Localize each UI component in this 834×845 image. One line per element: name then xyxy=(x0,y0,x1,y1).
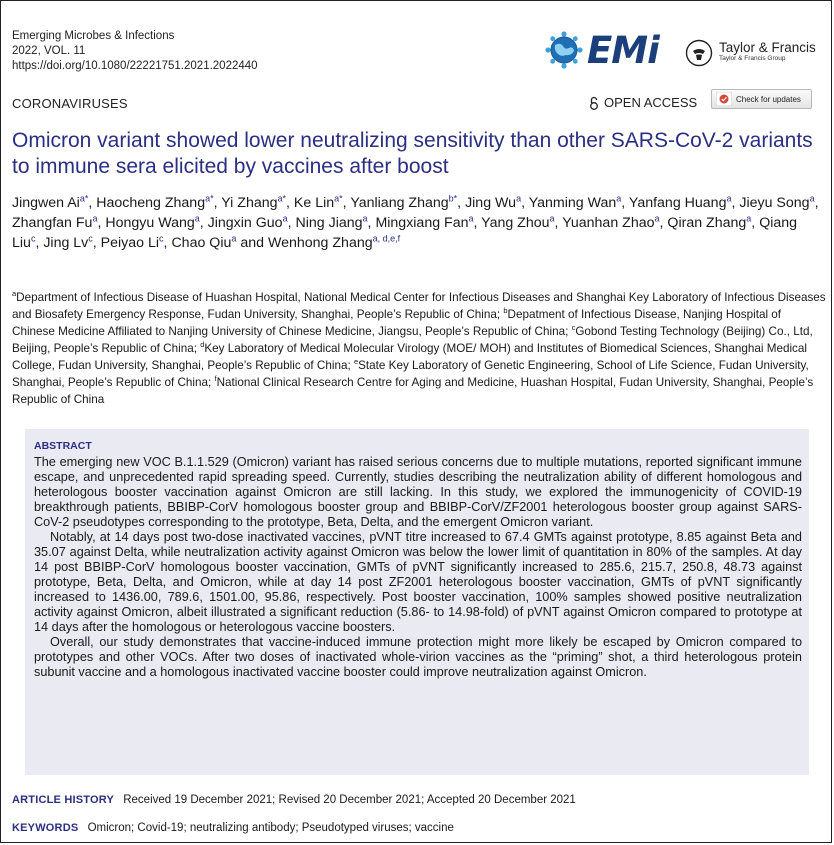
journal-volume: 2022, VOL. 11 xyxy=(12,45,86,57)
author-affiliation-mark: a xyxy=(654,213,660,224)
affiliation-mark: d xyxy=(200,340,205,350)
abstract-paragraph: Notably, at 14 days post two-dose inactivated vaccines, pVNT titre increased to 67.4 GMTs against prototype, 8.85 against Beta and 35.07 against Delta, while neutralization activity against Omicron was below the lower limit of quantitation in 80% of the samples. At day 14 post BBIBP-CorV homologous booster vaccination, GMTs of pVNT significantly increased to 285.6, 215.7, 250.8, 48.73 against prototype, Beta, Delta, and Omicron, while at day 14 post ZF2001 heterologous booster vaccination, GMTs of pVNT significantly increased to 1436.00, 789.6, 1501.00, 95.86, respectively. Post booster vaccination, 100% samples showed positive neutralization activity against Omicron, albeit illustrated a significant reduction (5.86- to 14.98-fold) of pVNT against Omicron compared to prototype at 14 days after the homologous or heterologous vaccine boosters. xyxy=(34,530,802,634)
author[interactable] xyxy=(481,215,554,231)
author-name: Ke Lin xyxy=(293,195,335,211)
affiliation-text: State Key Laboratory of Genetic Engineering, School of Life Science, Fudan University, Shanghai, People’s Republic of China; xyxy=(12,359,809,389)
journal-info xyxy=(12,29,258,74)
publisher-name: Taylor & Francis xyxy=(719,40,816,55)
abstract-body xyxy=(34,455,802,680)
author[interactable] xyxy=(43,235,92,251)
affiliation-text: Key Laboratory of Medical Molecular Virology (MOE/ MOH) and Institutes of Biomedical Sciences, Shanghai Medical College, Fudan University, Shanghai, People’s Republic of China; xyxy=(12,342,807,372)
affiliation-text: Gobond Testing Technology (Beijing) Co., Ltd, Beijing, People’s Republic of China; xyxy=(12,325,813,355)
check-updates-icon xyxy=(716,92,732,106)
author-joiner: and xyxy=(240,235,265,251)
author[interactable] xyxy=(221,195,286,211)
author-name: Yanming Wan xyxy=(528,195,617,211)
author-affiliation-mark: a xyxy=(726,193,732,204)
author-name: Ning Jiang xyxy=(295,215,363,231)
keywords xyxy=(12,822,454,834)
author[interactable] xyxy=(629,195,732,211)
author-name: Yang Zhou xyxy=(481,215,550,231)
author-name: Yanfang Huang xyxy=(628,195,727,211)
author-affiliation-mark: a* xyxy=(277,193,287,204)
affiliation-mark: c xyxy=(571,323,576,333)
author-affiliation-mark: a* xyxy=(205,193,214,204)
virus-globe-icon xyxy=(545,31,583,69)
affiliation-mark: f xyxy=(214,374,217,384)
author-affiliation-mark: a* xyxy=(79,193,89,204)
author[interactable] xyxy=(350,195,457,211)
author-affiliation-mark: a xyxy=(809,193,815,204)
author[interactable] xyxy=(739,195,814,211)
author-name: Mingxiang Fan xyxy=(375,215,469,231)
emi-wordmark: EMi xyxy=(587,28,659,72)
author-affiliation-mark: a xyxy=(92,213,98,224)
author-affiliation-mark: a xyxy=(231,233,237,244)
author-name: Chao Qiu xyxy=(171,235,232,251)
author-affiliation-mark: a xyxy=(549,213,555,224)
article-title: Omicron variant showed lower neutralizing sensitivity than other SARS-CoV-2 variants to immune sera elicited by vaccines after boost xyxy=(12,129,813,178)
article-history xyxy=(12,794,576,806)
keywords-label: KEYWORDS xyxy=(12,822,79,834)
open-access-label: OPEN ACCESS xyxy=(604,95,698,110)
taylor-francis-icon xyxy=(685,39,713,67)
author[interactable] xyxy=(101,235,164,251)
author-name: Yi Zhang xyxy=(221,195,278,211)
abstract-paragraph: The emerging new VOC B.1.1.529 (Omicron) variant has raised serious concerns due to multiple mutations, reported significant immune escape, and unprecedented rapid spreading speed. Currently, studies describing the neutralization ability of different homologous and heterologous booster vaccination against Omicron are still lacking. In this study, we explored the immunogenicity of COVID-19 breakthrough patients, BBIBP-CorV homologous booster group and BBIBP-CorV/ZF2001 heterologous booster group against SARS-CoV-2 pseudotypes corresponding to the prototype, Beta, Delta, and the emergent Omicron variant. xyxy=(34,455,802,529)
affiliation-text: Depatment of Infectious Disease, Nanjing Hospital of Chinese Medicine Affiliated to Nanjing University of Chinese Medicine, Jiangsu, People’s Republic of China; xyxy=(12,308,782,338)
article-history-text: Received 19 December 2021; Revised 20 December 2021; Accepted 20 December 2021 xyxy=(123,794,576,806)
author-name: Peiyao Li xyxy=(100,235,160,251)
author-name: Jing Lv xyxy=(43,235,89,251)
author-affiliation-mark: a xyxy=(468,213,474,224)
affiliation-text: Department of Infectious Disease of Huashan Hospital, National Medical Center for Infectious Diseases and Shanghai Key Laboratory of Infectious Diseases and Biosafety Emergency Response, Fudan University, Shanghai, People’s Republic of China; xyxy=(12,291,826,321)
author[interactable] xyxy=(667,215,751,231)
publisher-subtitle: Taylor & Francis Group xyxy=(719,55,786,62)
check-for-updates-button[interactable] xyxy=(711,89,812,109)
author[interactable] xyxy=(171,235,236,251)
emi-logo xyxy=(545,30,659,70)
author-name: Jingxin Guo xyxy=(207,215,283,231)
author[interactable] xyxy=(96,195,213,211)
doi-link[interactable]: https://doi.org/10.1080/22221751.2021.2022440 xyxy=(12,60,258,72)
author-affiliation-mark: c xyxy=(30,233,36,244)
author-affiliation-mark: a* xyxy=(334,193,343,204)
author-name: Qiran Zhang xyxy=(667,215,747,231)
author-name: Jing Wu xyxy=(465,195,517,211)
publisher-logo xyxy=(685,39,816,67)
affiliation-mark: e xyxy=(353,357,359,367)
open-access-badge xyxy=(589,95,697,110)
author-affiliation-mark: a xyxy=(282,213,288,224)
author-affiliation-mark: a xyxy=(194,213,200,224)
author-affiliation-mark: c xyxy=(88,233,93,244)
author-name: Haocheng Zhang xyxy=(96,195,206,211)
author-affiliation-mark: a xyxy=(616,193,622,204)
journal-name: Emerging Microbes & Infections xyxy=(12,30,175,42)
author[interactable] xyxy=(529,195,622,211)
affiliation-text: National Clinical Research Centre for Aging and Medicine, Huashan Hospital, Fudan University, Shanghai, People’s Republic of China xyxy=(12,376,814,406)
author[interactable] xyxy=(295,215,367,231)
author-name: Yuanhan Zhao xyxy=(562,215,655,231)
author-name: Wenhong Zhang xyxy=(267,235,373,251)
keywords-text: Omicron; Covid-19; neutralizing antibody; Pseudotyped viruses; vaccine xyxy=(87,822,454,834)
abstract-paragraph: Overall, our study demonstrates that vaccine-induced immune protection might more likely be escaped by Omicron compared to prototypes and other VOCs. After two doses of inactivated whole-virion vaccines as the “priming” shot, a third heterologous protein subunit vaccine and a homologous inactivated vaccine booster could improve neutralization against Omicron. xyxy=(34,635,802,679)
affiliation-mark: b xyxy=(503,306,508,316)
abstract-box xyxy=(25,429,809,775)
author[interactable] xyxy=(294,195,343,211)
author[interactable] xyxy=(465,195,521,211)
author-affiliation-mark: a xyxy=(362,213,368,224)
author-name: Zhangfan Fu xyxy=(12,215,93,231)
author[interactable] xyxy=(562,215,659,231)
affiliations xyxy=(12,289,826,408)
author-name: Yanliang Zhang xyxy=(350,195,449,211)
open-lock-icon xyxy=(589,96,599,110)
author[interactable] xyxy=(268,235,400,251)
author-name: Hongyu Wang xyxy=(105,215,195,231)
author[interactable] xyxy=(375,215,473,231)
author-name: Jingwen Ai xyxy=(12,195,80,211)
author-affiliation-mark: a xyxy=(746,213,752,224)
check-for-updates-label: Check for updates xyxy=(736,94,801,104)
article-history-label: ARTICLE HISTORY xyxy=(12,794,115,806)
affiliation-mark: a xyxy=(12,289,17,299)
author-name: Qiang Liu xyxy=(12,215,798,251)
abstract-heading: ABSTRACT xyxy=(34,440,92,452)
author-affiliation-mark: a xyxy=(516,193,522,204)
section-label: CORONAVIRUSES xyxy=(12,96,128,111)
author-list: Jingwen $Ai^{a*}$, Haocheng Zhang$^{a*}$, Yi Zhang$^{a*}$, Ke Lin$^{a*}$, Yanliang Zhang$^{b*}$, Jing Wu$^a$, Yanming Wan$^a$, Yanfang Huang$^a$, Jieyu Song$^a$, Zhangfan Fu$^a$, Hongyu Wang$^a$, Jingxin Guo$^a$, Ning Jiang$^a$, Mingxiang Fan$^a$, Yang Zhou$^a$, Yuanhan Zhao$^a$, Qiran Zhang$^a$, Qiang Liu$^c$, Jing Lv$^c$, Peiyao Li$^c$, Chao Qiu$^a$ and Wenhong Zhang$^{a, d,e,f}$ xyxy=(12,193,819,251)
author-affiliation-mark: a, d,e,f xyxy=(372,233,401,244)
author[interactable] xyxy=(208,215,288,231)
author-name: Jieyu Song xyxy=(739,195,810,211)
author[interactable] xyxy=(12,215,97,231)
author[interactable] xyxy=(12,195,88,211)
author-affiliation-mark: b* xyxy=(448,193,458,204)
author-affiliation-mark: c xyxy=(159,233,164,244)
author[interactable] xyxy=(105,215,199,231)
